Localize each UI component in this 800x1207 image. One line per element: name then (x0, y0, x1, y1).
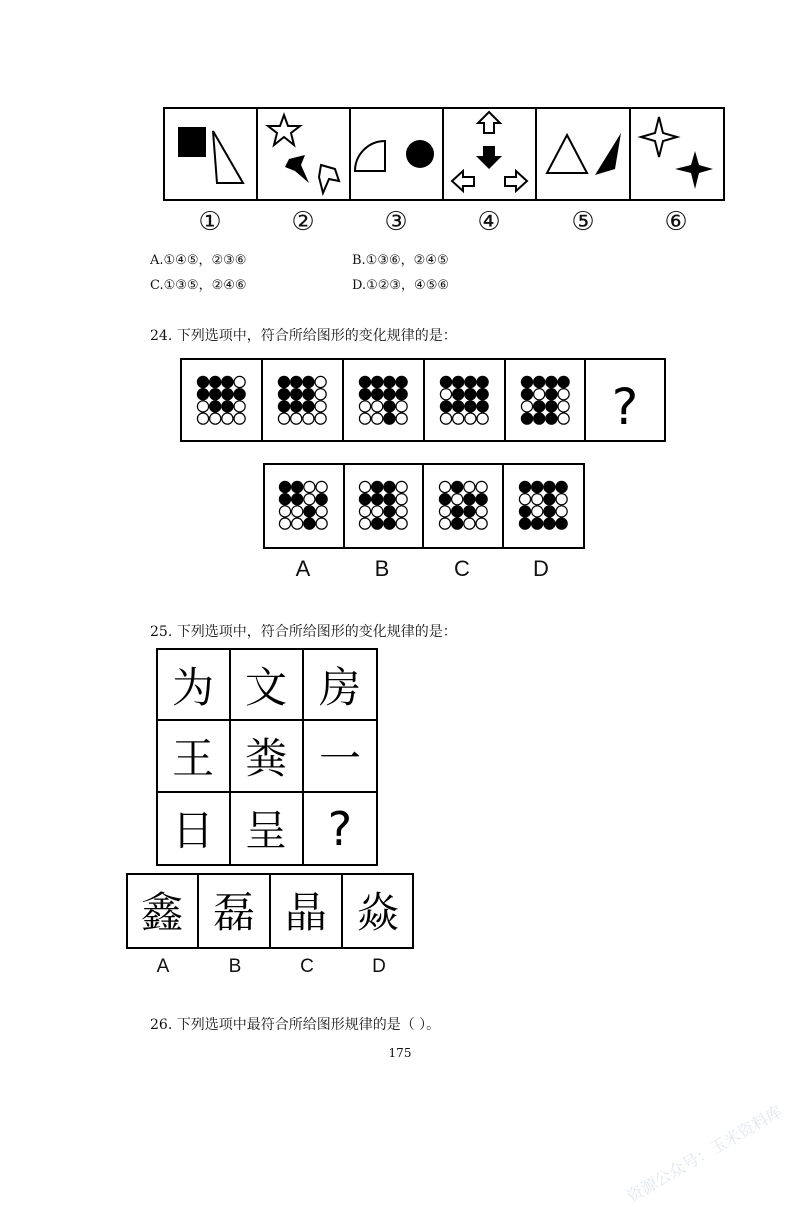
sequence-grid-4-dot (477, 413, 488, 424)
q26-question: 26. 下列选项中最符合所给图形规律的是（ ）。 (150, 1017, 441, 1033)
sequence-grid-3-dot (384, 413, 395, 424)
sequence-grid-2-dot (315, 376, 326, 387)
q23-option-c[interactable]: C.①③⑤，②④⑥ (150, 278, 247, 293)
sequence-grid-5-dot (534, 389, 545, 400)
answer-grid-1-dot (304, 518, 315, 529)
answer-grid-2-dot (384, 518, 395, 529)
figure-5-shapes (547, 133, 621, 175)
answer-grid-4-dot (519, 481, 530, 492)
q24-question-mark: ? (611, 378, 639, 436)
answer-grid-2-dot (359, 506, 370, 517)
sequence-grid-2-dot (303, 413, 314, 424)
answer-grid-2-dot (359, 494, 370, 505)
sequence-grid-4-dot (465, 376, 476, 387)
q25-label-b[interactable]: B (228, 956, 242, 977)
sequence-grid-5-dot (521, 401, 532, 412)
answer-grid-2-dot (359, 518, 370, 529)
grid-cell-2-1: 王 (171, 734, 215, 783)
sequence-grid-4-dot (440, 413, 451, 424)
answer-grid-3-dot (476, 481, 487, 492)
sequence-grid-5-dot (521, 376, 532, 387)
answer-grid-2-dot (384, 481, 395, 492)
grid-cell-1-2: 文 (244, 663, 288, 712)
answer-grid-1-dot (292, 518, 303, 529)
answer-grid-1-dot (316, 481, 327, 492)
answer-grid-3-dot (439, 494, 450, 505)
answer-grid-3-dot (464, 518, 475, 529)
grid-cell-2-2: 粪 (244, 734, 288, 783)
answer-grid-1-dot (304, 481, 315, 492)
answer-grid-3-dot (439, 481, 450, 492)
q25-label-d[interactable]: D (372, 956, 386, 977)
answer-grid-4-dot (532, 481, 543, 492)
answer-grid-4-dot (544, 518, 555, 529)
answer-grid-2-dot (359, 481, 370, 492)
choice-d-character[interactable]: 焱 (356, 888, 400, 937)
answer-grid-1-dot (316, 494, 327, 505)
choice-b-character[interactable]: 磊 (212, 888, 256, 937)
answer-grid-4-dot (556, 518, 567, 529)
answer-grid-3-dot (452, 494, 463, 505)
answer-grid-1-dot (304, 494, 315, 505)
sequence-grid-2-dot (278, 401, 289, 412)
grid-cell-1-3: 房 (318, 663, 362, 712)
answer-grid-4-dot (556, 494, 567, 505)
sequence-grid-4-dot (477, 401, 488, 412)
sequence-grid-3-dot (372, 389, 383, 400)
sequence-grid-1-dot (197, 389, 208, 400)
q24-label-c[interactable]: C (454, 556, 470, 581)
sequence-grid-3-dot (384, 401, 395, 412)
figure-1-shapes (178, 127, 243, 183)
answer-grid-3-dot (452, 518, 463, 529)
figure-number-2: ② (291, 207, 315, 237)
sequence-grid-2-dot (278, 376, 289, 387)
sequence-grid-2-dot (303, 376, 314, 387)
sequence-grid-3-dot (359, 401, 370, 412)
q25-character-grid (156, 648, 378, 866)
sequence-grid-2-dot (303, 389, 314, 400)
answer-grid-3-dot (464, 506, 475, 517)
q23-option-d[interactable]: D.①②③，④⑤⑥ (352, 278, 450, 293)
sequence-grid-2-dot (315, 401, 326, 412)
figure-3-shapes (355, 140, 434, 171)
q24-sequence-strip (180, 358, 666, 442)
sequence-grid-3-dot (396, 389, 407, 400)
sequence-grid-1-dot (197, 413, 208, 424)
answer-grid-1-dot (316, 518, 327, 529)
q23-option-a[interactable]: A.①④⑤，②③⑥ (150, 253, 247, 268)
sequence-grid-1-dot (210, 413, 221, 424)
figure-4-shapes (452, 112, 527, 191)
grid-cell-3-3: ? (327, 802, 353, 856)
answer-grid-2-dot (384, 494, 395, 505)
sequence-grid-5-dot (558, 413, 569, 424)
sequence-grid-4-dot (440, 376, 451, 387)
answer-grid-3-dot (476, 494, 487, 505)
sequence-grid-5-dot (534, 413, 545, 424)
sequence-grid-3-dot (372, 376, 383, 387)
q24-question: 24. 下列选项中，符合所给图形的变化规律的是： (150, 328, 457, 344)
sequence-grid-5-dot (546, 376, 557, 387)
q24-label-d[interactable]: D (533, 556, 549, 581)
sequence-grid-1-dot (210, 389, 221, 400)
sequence-grid-5-dot (521, 413, 532, 424)
sequence-grid-5-dot (521, 389, 532, 400)
sequence-grid-3-dot (359, 389, 370, 400)
answer-grid-1-dot (292, 494, 303, 505)
sequence-grid-4-dot (440, 389, 451, 400)
answer-grid-2-dot (396, 494, 407, 505)
sequence-grid-5-dot (534, 401, 545, 412)
figure-number-3: ③ (384, 207, 408, 237)
answer-grid-1-dot (279, 506, 290, 517)
figure-6-shapes (641, 117, 713, 189)
sequence-grid-4-dot (440, 401, 451, 412)
q23-figure-strip (163, 107, 725, 202)
figure-number-4: ④ (477, 207, 501, 237)
sequence-grid-1-dot (222, 413, 233, 424)
sequence-grid-5-dot (534, 376, 545, 387)
sequence-grid-1-dot (197, 401, 208, 412)
answer-grid-1-dot (279, 518, 290, 529)
sequence-grid-2-dot (291, 376, 302, 387)
page-number: 175 (388, 1046, 412, 1060)
q25-question: 25. 下列选项中，符合所给图形的变化规律的是： (150, 624, 457, 640)
answer-grid-1-dot (292, 481, 303, 492)
answer-grid-1-dot (316, 506, 327, 517)
figure-2-shapes (268, 115, 339, 193)
answer-grid-3-dot (476, 506, 487, 517)
sequence-grid-1-dot (210, 401, 221, 412)
sequence-grid-5-dot (546, 401, 557, 412)
answer-grid-4-dot (532, 494, 543, 505)
sequence-grid-1-dot (210, 376, 221, 387)
sequence-grid-3-dot (396, 413, 407, 424)
sequence-grid-5-dot (558, 401, 569, 412)
sequence-grid-2-dot (291, 389, 302, 400)
sequence-grid-3-dot (359, 376, 370, 387)
answer-grid-2-dot (372, 494, 383, 505)
answer-grid-1-dot (279, 494, 290, 505)
sequence-grid-5-dot (558, 389, 569, 400)
sequence-grid-3-dot (384, 389, 395, 400)
sequence-grid-2-dot (291, 413, 302, 424)
answer-grid-2-dot (396, 506, 407, 517)
sequence-grid-5-dot (558, 376, 569, 387)
answer-grid-2-dot (372, 506, 383, 517)
sequence-grid-3-dot (396, 376, 407, 387)
sequence-grid-3-dot (372, 413, 383, 424)
answer-grid-4-dot (519, 518, 530, 529)
figure-number-5: ⑤ (571, 207, 595, 237)
q24-label-a[interactable]: A (295, 556, 311, 581)
figure-number-1: ① (198, 207, 222, 237)
sequence-grid-2-dot (303, 401, 314, 412)
sequence-grid-1-dot (234, 376, 245, 387)
answer-grid-3-dot (439, 518, 450, 529)
sequence-grid-2-dot (315, 413, 326, 424)
answer-grid-4-dot (544, 494, 555, 505)
answer-grid-4-dot (556, 481, 567, 492)
answer-grid-4-dot (544, 481, 555, 492)
answer-grid-3-dot (476, 518, 487, 529)
sequence-grid-5-dot (546, 413, 557, 424)
sequence-grid-2-dot (315, 389, 326, 400)
answer-grid-2-dot (396, 481, 407, 492)
answer-grid-3-dot (439, 506, 450, 517)
answer-grid-2-dot (372, 518, 383, 529)
q24-label-b[interactable]: B (374, 556, 390, 581)
sequence-grid-4-dot (465, 401, 476, 412)
sequence-dot-grids (197, 376, 569, 424)
sequence-grid-1-dot (197, 376, 208, 387)
q25-label-a[interactable]: A (156, 956, 170, 977)
sequence-grid-4-dot (453, 389, 464, 400)
grid-cell-3-2: 呈 (244, 806, 288, 855)
answer-grid-1-dot (304, 506, 315, 517)
sequence-grid-4-dot (453, 401, 464, 412)
answer-grid-4-dot (544, 506, 555, 517)
sequence-grid-1-dot (222, 376, 233, 387)
choice-a-character[interactable]: 鑫 (140, 888, 184, 937)
answer-grid-1-dot (292, 506, 303, 517)
answer-grid-4-dot (532, 506, 543, 517)
figure-number-6: ⑥ (664, 207, 688, 237)
sequence-grid-3-dot (359, 413, 370, 424)
sequence-grid-3-dot (384, 376, 395, 387)
sequence-grid-4-dot (453, 376, 464, 387)
answer-grid-4-dot (556, 506, 567, 517)
grid-cell-1-1: 为 (171, 663, 215, 712)
q25-choice-strip (126, 873, 414, 949)
sequence-grid-2-dot (278, 413, 289, 424)
answer-grid-4-dot (532, 518, 543, 529)
answer-grid-3-dot (464, 494, 475, 505)
answer-grid-2-dot (372, 481, 383, 492)
sequence-grid-4-dot (465, 413, 476, 424)
q23-option-b[interactable]: B.①③⑥，②④⑤ (352, 253, 449, 268)
answer-grid-2-dot (396, 518, 407, 529)
answer-grid-3-dot (452, 506, 463, 517)
sequence-grid-2-dot (291, 401, 302, 412)
answer-grid-2-dot (384, 506, 395, 517)
sequence-grid-4-dot (453, 413, 464, 424)
grid-cell-3-1: 日 (171, 806, 215, 855)
sequence-grid-3-dot (396, 401, 407, 412)
sequence-grid-1-dot (234, 389, 245, 400)
q25-label-c[interactable]: C (300, 956, 314, 977)
choice-c-character[interactable]: 晶 (284, 888, 328, 937)
answer-grid-3-dot (452, 481, 463, 492)
sequence-grid-1-dot (222, 401, 233, 412)
sequence-grid-5-dot (546, 389, 557, 400)
answer-grid-1-dot (279, 481, 290, 492)
sequence-grid-3-dot (372, 401, 383, 412)
grid-cell-2-3: 一 (318, 734, 362, 783)
answer-grid-3-dot (464, 481, 475, 492)
sequence-grid-4-dot (465, 389, 476, 400)
sequence-grid-2-dot (278, 389, 289, 400)
sequence-grid-4-dot (477, 376, 488, 387)
sequence-grid-4-dot (477, 389, 488, 400)
sequence-grid-1-dot (234, 401, 245, 412)
watermark-text: 资源公众号：玉米资料库 (623, 1101, 786, 1207)
answer-grid-4-dot (519, 506, 530, 517)
sequence-grid-1-dot (222, 389, 233, 400)
answer-grid-4-dot (519, 494, 530, 505)
sequence-grid-1-dot (234, 413, 245, 424)
q24-answer-strip (263, 463, 585, 549)
